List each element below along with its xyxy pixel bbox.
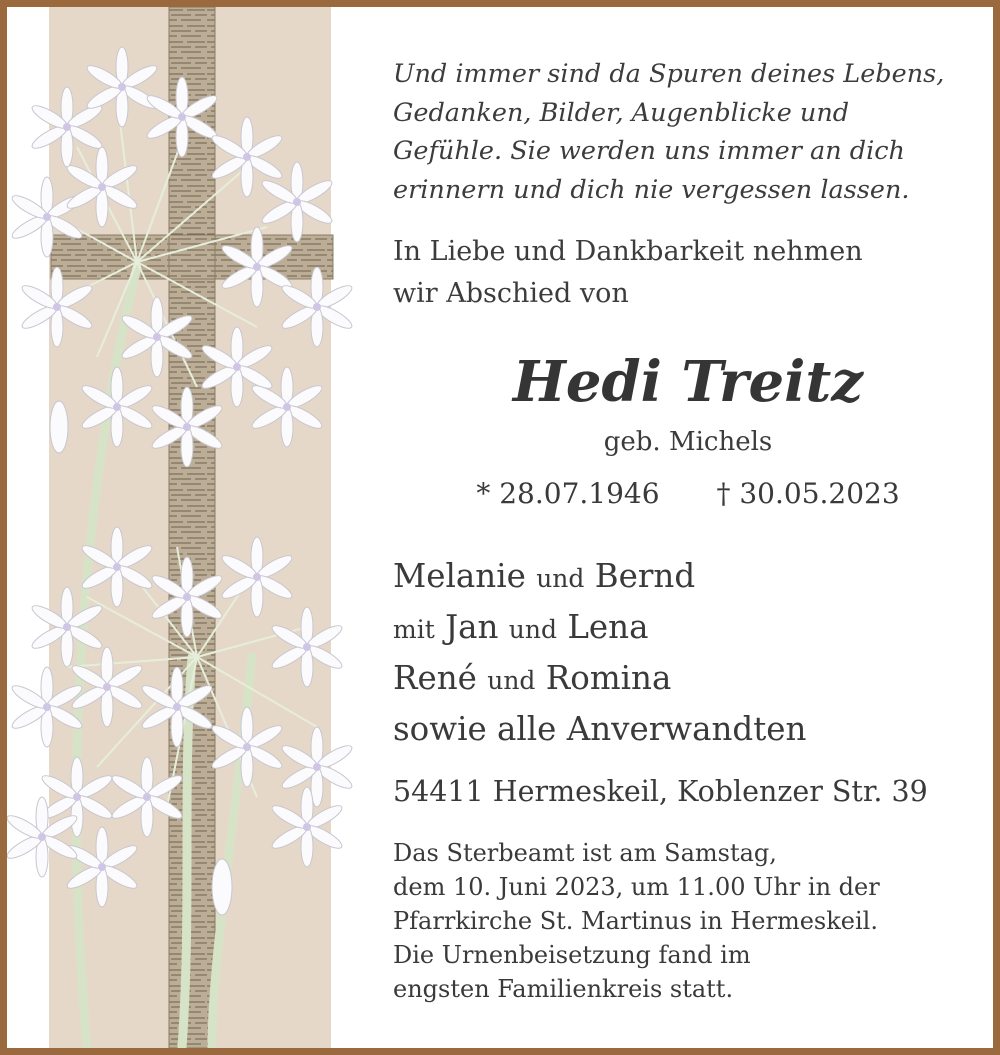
- mourners-list: [393, 552, 983, 753]
- deceased-name: Hedi Treitz: [512, 349, 864, 415]
- mourner-name: Romina: [545, 659, 672, 697]
- service-line: engsten Familienkreis statt.: [393, 975, 734, 1003]
- mourner-line: [393, 603, 983, 654]
- mourner-line: [393, 705, 983, 753]
- mourner-line: [393, 654, 983, 705]
- verse-line: Gedanken, Bilder, Augenblicke und: [393, 97, 850, 128]
- mourner-connector: und: [508, 615, 557, 644]
- service-line: dem 10. Juni 2023, um 11.00 Uhr in der: [393, 873, 880, 901]
- mourner-name: sowie alle Anverwandten: [393, 710, 807, 748]
- memorial-artwork: [7, 7, 387, 1048]
- verse-line: erinnern und dich nie vergessen lassen.: [393, 174, 910, 205]
- service-line: Die Urnenbeisetzung fand im: [393, 941, 751, 969]
- farewell-text: [393, 231, 983, 315]
- service-line: Pfarrkirche St. Martinus in Hermeskeil.: [393, 907, 878, 935]
- verse-line: Und immer sind da Spuren deines Lebens,: [393, 59, 945, 89]
- family-address: 54411 Hermeskeil, Koblenzer Str. 39: [393, 775, 928, 808]
- mourner-line: [393, 552, 983, 603]
- birth-date: * 28.07.1946: [476, 477, 660, 510]
- mourner-connector: mit: [393, 615, 435, 644]
- life-dates: [393, 475, 983, 513]
- mourner-name: Melanie: [393, 557, 526, 595]
- farewell-line: In Liebe und Dankbarkeit nehmen: [393, 236, 863, 267]
- verse-line: Gefühle. Sie werden uns immer an dich: [393, 136, 905, 166]
- mourner-name: René: [393, 659, 477, 697]
- mourner-name: Bernd: [594, 557, 696, 595]
- mourner-connector: und: [536, 564, 585, 593]
- mourner-connector: und: [487, 666, 536, 695]
- mourner-name: Jan: [445, 608, 499, 646]
- memorial-verse: [393, 55, 983, 209]
- mourner-name: Lena: [567, 608, 649, 646]
- service-line: Das Sterbeamt ist am Samstag,: [393, 839, 777, 867]
- text-column: [393, 7, 993, 1048]
- death-date: † 30.05.2023: [716, 477, 900, 510]
- farewell-line: wir Abschied von: [393, 278, 629, 309]
- maiden-name: geb. Michels: [603, 427, 773, 457]
- service-info: [393, 836, 993, 1006]
